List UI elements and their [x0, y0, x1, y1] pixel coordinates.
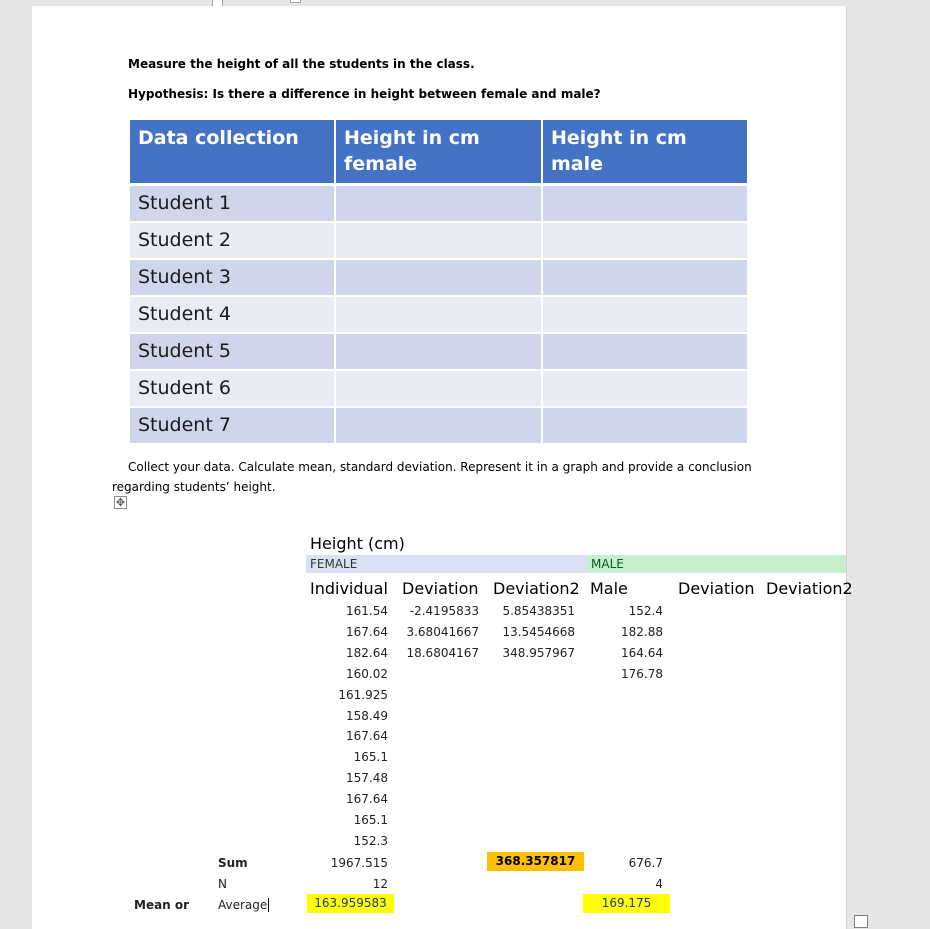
n-label: N	[218, 877, 227, 891]
female-height-value: 161.925	[338, 687, 388, 702]
female-n: 12	[372, 877, 388, 891]
female-deviation2-value: 348.957967	[502, 645, 575, 660]
hypothesis-line: Hypothesis: Is there a difference in height between female and male?	[128, 87, 601, 101]
female-deviation2-value: 13.5454668	[502, 624, 575, 639]
male-height-cell[interactable]	[542, 407, 748, 444]
female-height-value: 182.64	[346, 645, 388, 660]
deviation2-sum: 368.357817	[487, 852, 584, 871]
female-deviation2-value: 5.85438351	[502, 604, 575, 618]
col-male-deviation2: Deviation2	[766, 579, 853, 598]
male-height-value: 176.78	[621, 666, 663, 681]
student-label: Student 7	[129, 407, 335, 444]
table-row	[129, 259, 748, 296]
female-mean: 163.959583	[307, 894, 394, 913]
female-height-value: 167.64	[346, 792, 388, 807]
male-height-cell[interactable]	[542, 259, 748, 296]
female-height-value: 158.49	[346, 708, 388, 723]
male-sum: 676.7	[628, 856, 663, 870]
male-height-cell[interactable]	[542, 333, 748, 370]
col-male: Male	[590, 579, 628, 598]
female-height-cell[interactable]	[335, 333, 542, 370]
student-label: Student 4	[129, 296, 335, 333]
student-label: Student 2	[129, 222, 335, 259]
col-male-deviation: Deviation	[678, 579, 755, 598]
student-label: Student 6	[129, 370, 335, 407]
table-row	[129, 222, 748, 259]
male-n: 4	[655, 877, 663, 891]
female-deviation-value: -2.4195833	[409, 604, 479, 618]
top-resize-handle-2[interactable]	[290, 0, 301, 3]
header-height-female: Height in cm female	[335, 119, 542, 185]
female-band: FEMALE	[306, 555, 587, 573]
male-height-cell[interactable]	[542, 296, 748, 333]
table-row	[129, 407, 748, 444]
resize-handle[interactable]	[854, 915, 868, 928]
female-height-cell[interactable]	[335, 296, 542, 333]
female-height-cell[interactable]	[335, 185, 542, 223]
table-row	[129, 333, 748, 370]
sheet-title: Height (cm)	[310, 534, 405, 553]
female-height-value: 161.54	[346, 604, 388, 618]
female-height-cell[interactable]	[335, 370, 542, 407]
female-deviation-value: 3.68041667	[406, 624, 479, 639]
male-height-value: 182.88	[621, 624, 663, 639]
header-data-collection: Data collection	[129, 119, 335, 185]
sum-label: Sum	[218, 856, 248, 870]
student-label: Student 3	[129, 259, 335, 296]
student-label: Student 5	[129, 333, 335, 370]
col-individual: Individual	[310, 579, 388, 598]
table-row	[129, 296, 748, 333]
female-height-value: 167.64	[346, 729, 388, 744]
student-label: Student 1	[129, 185, 335, 223]
female-height-value: 165.1	[353, 750, 388, 765]
male-mean: 169.175	[583, 894, 670, 913]
male-height-cell[interactable]	[542, 370, 748, 407]
instructions-line-2: regarding students’ height.	[112, 480, 276, 494]
female-height-value: 165.1	[353, 813, 388, 827]
female-height-value: 167.64	[346, 624, 388, 639]
instructions-line-1: Collect your data. Calculate mean, standard deviation. Represent it in a graph and provide a conclusion	[128, 460, 752, 474]
table-row	[129, 370, 748, 407]
male-band: MALE	[587, 555, 846, 573]
female-height-value: 157.48	[346, 771, 388, 786]
female-height-cell[interactable]	[335, 222, 542, 259]
move-handle-icon[interactable]: ✥	[115, 496, 126, 509]
mean-or-label: Mean or	[134, 898, 190, 912]
female-height-value: 152.3	[353, 833, 388, 848]
female-height-cell[interactable]	[335, 407, 542, 444]
male-height-value: 164.64	[621, 645, 663, 660]
col-deviation: Deviation	[402, 579, 479, 598]
average-label: Average	[218, 898, 268, 912]
data-collection-table	[128, 118, 749, 445]
female-height-cell[interactable]	[335, 259, 542, 296]
intro-line-1: Measure the height of all the students in the class.	[128, 57, 475, 71]
table-header-row	[129, 119, 748, 185]
header-height-male: Height in cm male	[542, 119, 748, 185]
male-height-cell[interactable]	[542, 222, 748, 259]
female-deviation-value: 18.6804167	[406, 645, 479, 660]
female-sum: 1967.515	[330, 856, 388, 870]
table-row	[129, 185, 748, 223]
male-height-cell[interactable]	[542, 185, 748, 223]
male-height-value: 152.4	[628, 604, 663, 618]
col-deviation2: Deviation2	[493, 579, 580, 598]
female-height-value: 160.02	[346, 666, 388, 681]
